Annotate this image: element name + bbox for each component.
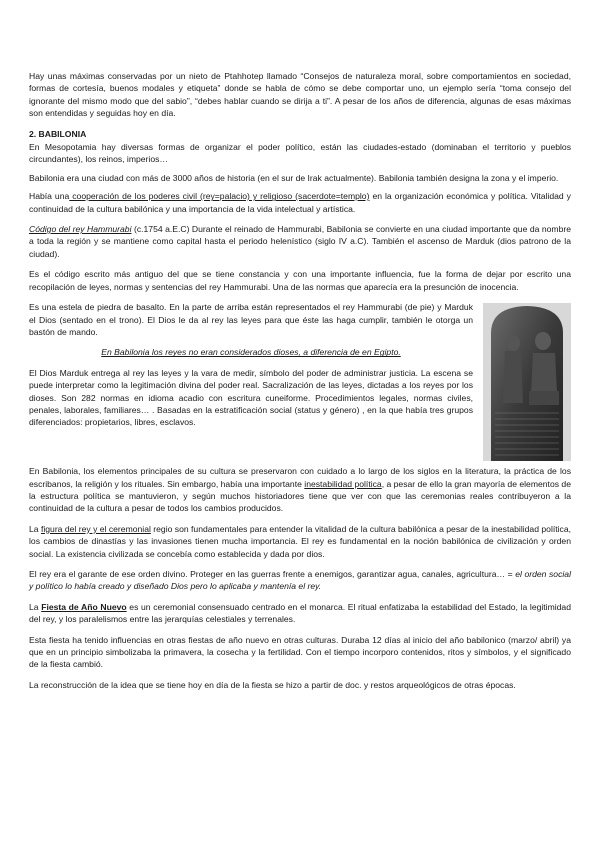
underlined-instability: inestabilidad política [304, 478, 382, 489]
underlined-new-year-festival: Fiesta de Año Nuevo [41, 601, 127, 612]
underlined-king-figure: figura del rey y el ceremonial [40, 523, 151, 534]
stele-illustration [483, 303, 571, 461]
paragraph-stele: Es una estela de piedra de basalto. En la parte de arriba están representados el rey Hammurabi (de pie) y Marduk el Dios (sentado en el trono). El Dios le da al rey las leyes para que éste las haga cumplir, también le otorga un bastón de mando. [29, 302, 473, 337]
paragraph-festival-influence: Esta fiesta ha tenido influencias en otras fiestas de año nuevo en otras culturas. Duraba 12 días al inicio del año babilonico (marzo/ abril) ya que en un principio simbolizaba la primavera, la cosecha y la fertilidad. Con el tiempo incorporo contenidos, ritos y símbolos, y el significado de la fiesta cambió. [29, 634, 571, 670]
paragraph-cooperation: Había una cooperación de los poderes civil (rey=palacio) y religioso (sacerdote=templo) en la organización económica y política. Vitalidad y continuidad de la cultura babilónica y una importancia de la vida intelectual y artística. [29, 191, 571, 214]
paragraph-oldest-code: Es el código escrito más antiguo del que se tiene constancia y con una importante influencia, fue la forma de dejar por escrito una recopilación de leyes, normas y sentencias del rey Hammurabi. Una de las normas que aparecía era la presunción de inocencia. [29, 269, 571, 292]
hammurabi-code-title: Código del rey Hammurabi [29, 224, 132, 235]
paragraph-kings-not-gods: En Babilonia los reyes no eran considerados dioses, a diferencia de en Egipto. [101, 347, 401, 358]
document-page [29, 70, 571, 699]
paragraph-divine-order: El rey era el garante de ese orden divino. Proteger en las guerras frente a enemigos, garantizar agua, canales, agricultura… = el orden social y político lo había creado y diseñado Dios pero lo aplicaba y mantenía el rey. [29, 568, 571, 592]
paragraph-mesopotamia: En Mesopotamia hay diversas formas de organizar el poder político, están las ciudades-estado (dominaban el territorio y pueblos circundantes), los reinos, imperios… [29, 142, 571, 165]
italic-divine-order: el orden social y político lo había creado y diseñado Dios pero lo aplicaba y mantenía el rey. [29, 568, 571, 592]
paragraph-marduk: El Dios Marduk entrega al rey las leyes y la vara de medir, símbolo del poder de administrar justicia. La escena se puede interpretar como la legitimación divina del poder real. Sacralización de las leyes, dictadas a los reyes por los dioses. Son 282 normas en idioma acadio con escritura cuneiforme. Procedimientos legales, normas civiles, penales, laborales, familiares… . Basadas en la estratificación social (status y género) , en la que había tres grupos diferenciados: propietarios, libres, esclavos. [29, 367, 473, 428]
hammurabi-stele-image [483, 303, 571, 461]
paragraph-hammurabi-code: Código del rey Hammurabi (c.1754 a.E.C) Durante el reinado de Hammurabi, Babilonia se convierte en una ciudad importante que da nombre a toda la región y se mantiene como capital hasta el periodo helenístico (siglo IV a.C). También el ascenso de Marduk (dios patrono de la ciudad). [29, 224, 572, 259]
paragraph-reconstruction: La reconstrucción de la idea que se tiene hoy en día de la fiesta se hizo a partir de doc. y restos arqueológicos de otras épocas. [29, 679, 516, 690]
underlined-cooperation: cooperación de los poderes civil (rey=palacio) y religioso (sacerdote=templo) [69, 191, 370, 202]
paragraph-babilonia-city: Babilonia era una ciudad con más de 3000 años de historia (en el sur de Irak actualmente). Babilonia también designa la zona y el imperio. [29, 172, 559, 183]
intro-paragraph: Hay unas máximas conservadas por un nieto de Ptahhotep llamado “Consejos de naturaleza moral, sobre comportamientos en sociedad, formas de cortesía, buenos modales y etiqueta” donde se habla de cómo se debe comportar uno, un ejemplo sería “toma consejo del ignorante del mismo modo que del sabio”, “debes hablar cuando se dirija a ti”. A pesar de los años de diferencia, algunas de esas máximas son entendidas y seguidas hoy en día. [29, 71, 571, 119]
paragraph-new-year: La Fiesta de Año Nuevo es un ceremonial consensuado centrado en el monarca. El ritual enfatizaba la estabilidad del Estado, la legitimidad del rey, y los paralelismos entre las jerarquías celestiales y terrenales. [29, 601, 571, 625]
paragraph-king-figure: La figura del rey y el ceremonial regio son fundamentales para entender la vitalidad de la cultura babilónica a pesar de la inestabilidad política, los cambios de dinastías y las invasiones tienen mucha importancia. El rey es fundamental en la noción babilónica de civilización y orden social. La existencia civilizada se concebía como establecida y dada por dios. [29, 523, 571, 559]
section-heading: 2. BABILONIA [29, 128, 87, 139]
paragraph-culture-preserved: En Babilonia, los elementos principales de su cultura se preservaron con cuidado a lo largo de los siglos en la literatura, la práctica de los escribanos, la religión y los rituales. Sin embargo, había una importante inestabilidad política, a pesar de ello la gran mayoría de elementos de la estructura política se mantuvieron, y según muchos historiadores tiene que ver con que las ceremonias reales contribuyeron a la continuidad de la cultura a pesar de todos los cambios producidos. [29, 466, 571, 514]
